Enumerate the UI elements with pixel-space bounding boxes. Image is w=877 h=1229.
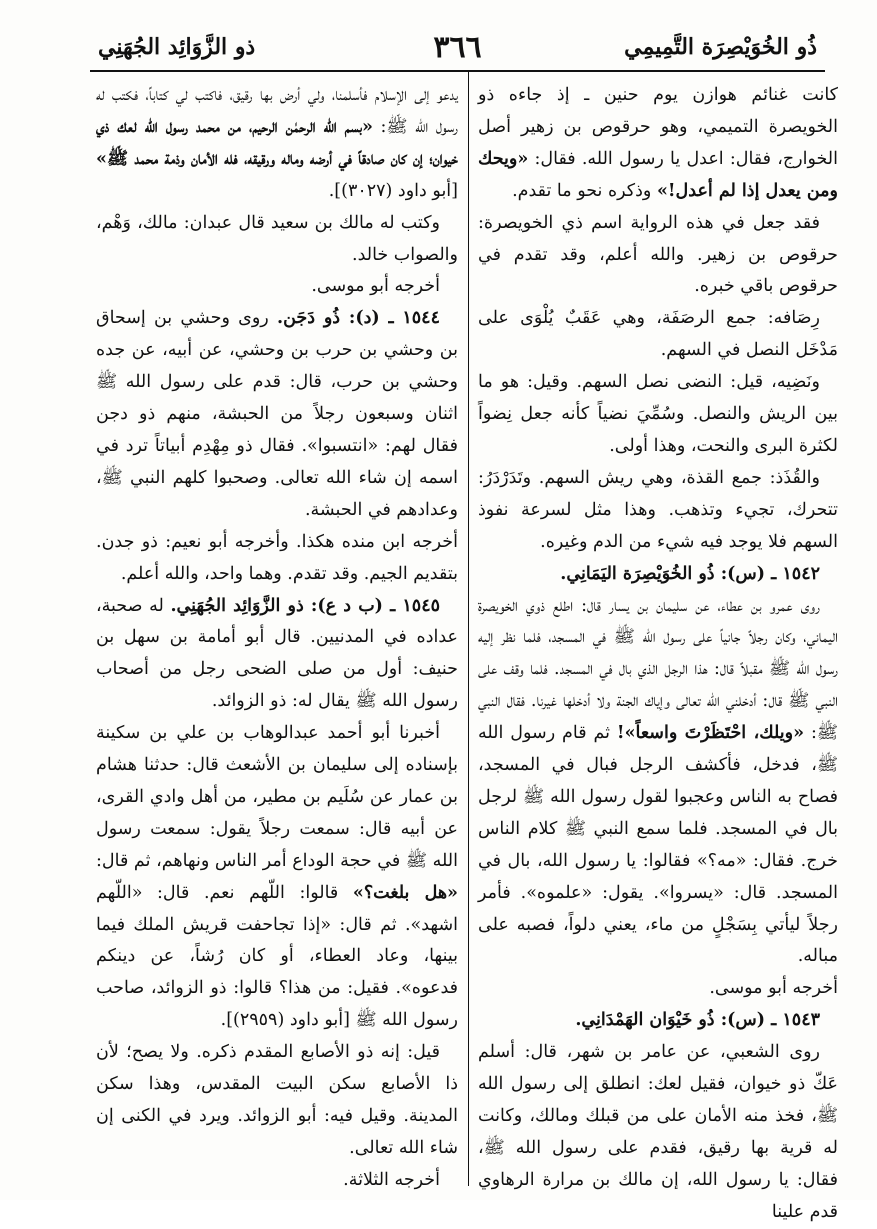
page-number: ٣٦٦ bbox=[433, 30, 482, 65]
bold-text: ١٥٤٣ ـ (س): ذُو خَيْوَان الهَمْدَانِي. bbox=[575, 1010, 820, 1031]
bold-text: «ويحك ومن يعدل إذا لم أعدل!» bbox=[478, 148, 838, 201]
paragraph bbox=[478, 559, 838, 591]
running-title-right: ذُو الخُوَيْصِرَة التَّمِيمِي bbox=[624, 34, 817, 60]
page-header bbox=[90, 28, 825, 68]
paragraph-text: [أبو داود (٣٠٢٧)]. bbox=[328, 180, 458, 201]
paragraph-text: وذكره نحو ما تقدم. bbox=[512, 180, 657, 201]
bold-text: «ويلك، احْتَظَرْتَ واسعاً»! bbox=[616, 723, 805, 744]
column-divider bbox=[468, 72, 469, 1186]
paragraph bbox=[478, 973, 838, 1005]
paragraph bbox=[478, 208, 838, 304]
header-rule bbox=[90, 70, 825, 72]
paragraph-text: كانت غنائم هوازن يوم حنين ـ إذ جاءه ذو الخويصرة التميمي، وهو حرقوص بن زهير أصل الخوارج، فقال: اعدل يا رسول الله. فقال: bbox=[478, 85, 838, 169]
paragraph bbox=[478, 1005, 838, 1037]
paragraph-text: فقد جعل في هذه الرواية اسم ذي الخويصرة: حرقوص بن زهير. والله أعلم، وقد تقدم في حرقوص باقي خبره. bbox=[478, 212, 838, 297]
paragraph-text: له صحبة، عداده في المدنيين. قال أبو أمامة بن سهل بن حنيف: أول من صلى الضحى رجل من أصحاب رسول الله ﷺ يقال له: ذو الزوائد. bbox=[96, 595, 458, 712]
left-column bbox=[96, 80, 458, 1190]
paragraph bbox=[96, 80, 458, 208]
paragraph-text: قالوا: اللّهم نعم. قال: «اللّهم اشهد». ثم قال: «إذا تجاحفت قريش الملك فيما بينها، وعاد العطاء، أو كان رُشاً، عن دينكم فدعوه». فقيل: من هذا؟ قالوا: ذو الزوائد، صاحب رسول الله ﷺ [أبو داود (٢٩٥٩)]. bbox=[96, 882, 458, 1031]
paragraph bbox=[478, 303, 838, 367]
bold-text: «بسم الله الرحمٰن الرحيم، من محمد رسول الله لعك ذي خيوان؛ إن كان صادقاً في أرضه وماله ورقيقه، فله الأمان وذمة محمد ﷺ» bbox=[96, 116, 458, 169]
paragraph-text: روى وحشي بن إسحاق بن وحشي بن حرب بن وحشي، عن أبيه، عن جده وحشي بن حرب، قال: قدم على رسول الله ﷺ اثنان وسبعون رجلاً من الحبشة، منهم ذو دجن فقال لهم: «انتسبوا». فقال ذو مِهْدِم أبياتاً ترد في اسمه إن شاء الله تعالى. وصحبوا كلهم النبي ﷺ، وعدادهم في الحبشة. bbox=[96, 308, 458, 520]
bold-text: ١٥٤٥ ـ (ب د ع): ذو الزَّوَائِد الجُهَنِي. bbox=[170, 595, 441, 616]
paragraph bbox=[96, 527, 458, 591]
paragraph bbox=[96, 718, 458, 1037]
paragraph-text: أخرجه ابن منده هكذا. وأخرجه أبو نعيم: ذو جدن. بتقديم الجيم. وقد تقدم. وهما واحد، والله أعلم. bbox=[96, 531, 458, 584]
paragraph-text: وكتب له مالك بن سعيد قال عبدان: مالك، وَهْم، والصواب خالد. bbox=[96, 212, 458, 265]
bold-text: ١٥٤٢ ـ (س): ذُو الخُوَيْصِرَة اليَمَانِي. bbox=[560, 563, 820, 584]
paragraph bbox=[96, 303, 458, 526]
running-title-left: ذو الزَّوَائِد الجُهَنِي bbox=[98, 34, 256, 60]
paragraph bbox=[478, 463, 838, 559]
paragraph-text: أخرجه الثلاثة. bbox=[343, 1169, 440, 1190]
paragraph bbox=[96, 1037, 458, 1165]
paragraph bbox=[96, 271, 458, 303]
paragraph-text: ونَضِيه، قيل: النضى نصل السهم. وقيل: هو ما بين الريش والنصل. وسُمِّيَ نضياً كأنه جعل نِضواً لكثرة البرى والنحت، وهذا أولى. bbox=[478, 372, 838, 456]
paragraph-text: أخرجه أبو موسى. bbox=[311, 276, 440, 297]
paragraph bbox=[96, 208, 458, 272]
paragraph-text: أخبرنا أبو أحمد عبدالوهاب بن علي بن سكينة بإسناده إلى سليمان بن الأشعث قال: حدثنا هشام بن عمار عن سُلَيم بن مطير، من أهل وادي القرى، عن أبيه قال: سمعت رجلاً يقول: سمعت رسول الله ﷺ في حجة الوداع أمر الناس ونهاهم، ثم قال: bbox=[96, 723, 458, 871]
paragraph bbox=[96, 591, 458, 719]
paragraph-text: رِصَافه: جمع الرصَفَة، وهي عَقَبٌ يُلْوَى على مَدْخَل النصل في السهم. bbox=[478, 308, 838, 361]
paragraph bbox=[478, 367, 838, 463]
paragraph-text: قيل: إنه ذو الأصابع المقدم ذكره. ولا يصح؛ لأن ذا الأصابع سكن البيت المقدس، وهذا سكن المدينة. وقيل فيه: أبو الزوائد. ويرد في الكنى إن شاء الله تعالى. bbox=[96, 1042, 458, 1158]
right-column bbox=[478, 80, 838, 1222]
paragraph bbox=[478, 591, 838, 974]
bold-text: ١٥٤٤ ـ (د): ذُو دَجَن. bbox=[277, 308, 440, 329]
paragraph bbox=[478, 80, 838, 208]
paragraph-text: روى الشعبي، عن عامر بن شهر، قال: أسلم عَكّ ذو خيوان، فقيل لعك: انطلق إلى رسول الله ﷺ، فخذ منه الأمان على من قبلك ومالك، وكانت له قرية بها رقيق، فقدم على رسول الله ﷺ، فقال: يا رسول الله، إن مالك بن مرارة الرهاوي قدم علينا bbox=[478, 1042, 838, 1222]
paragraph bbox=[96, 1165, 458, 1197]
paragraph bbox=[478, 1037, 838, 1228]
paragraph-text: روى عمرو بن عطاء، عن سليمان بن يسار قال: اطلع ذوي الخويصرة اليماني، وكان رجلاً جانياً على رسول الله ﷺ في المسجد، فلما نظر إليه رسول الله ﷺ مقبلاً قال: هذا الرجل الذي بال في المسجد. فلما وقف على النبي ﷺ قال: أدخلني الله تعالى وإياك الجنة ولا أدخلها غيرنا. فقال النبي ﷺ: bbox=[478, 595, 838, 744]
paragraph-text: يدعو إلى الإسلام فأسلمنا، ولي أرض بها رقيق، فاكتب لي كتاباً، فكتب له رسول الله ﷺ: bbox=[96, 85, 458, 137]
paragraph-text: والقُذَذ: جمع القذة، وهي ريش السهم. وتَدَرْدَرُ: تتحرك، تجيء وتذهب. وهذا مثل لسرعة نفوذ السهم فلا يوجد فيه شيء من الدم وغيره. bbox=[478, 467, 838, 552]
paragraph-text: أخرجه أبو موسى. bbox=[709, 978, 838, 999]
bold-text: «هل بلغت؟» bbox=[352, 882, 458, 903]
paragraph-text: ثم قام رسول الله ﷺ، فدخل، فأكشف الرجل فبال في المسجد، فصاح به الناس وعجبوا لقول رسول الله ﷺ لرجل بال في المسجد. فلما سمع النبي ﷺ كلام الناس خرج. فقال: «مه؟» فقالوا: يا رسول الله، بال في المسجد. قال: «يسروا». يقول: «علموه». فأمر رجلاً ليأتي بِسَجْلٍ من ماء، يعني دلواً، فصبه على مباله. bbox=[478, 723, 838, 967]
